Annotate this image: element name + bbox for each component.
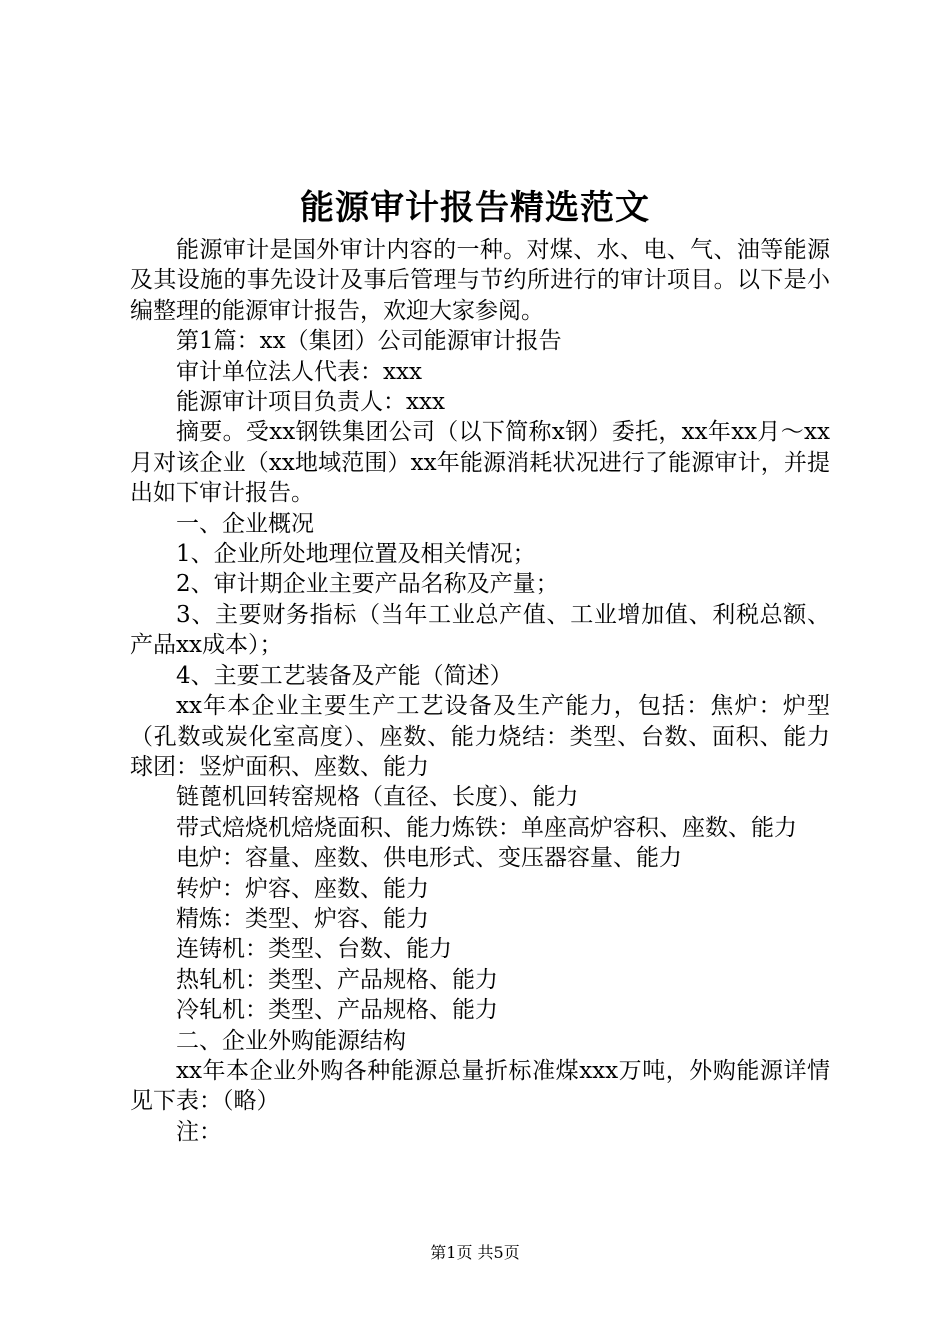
document-body — [130, 235, 830, 1147]
paragraph-equipment: 带式焙烧机焙烧面积、能力炼铁：单座高炉容积、座数、能力 — [176, 814, 797, 841]
paragraph-intro: 能源审计是国外审计内容的一种。对煤、水、电、气、油等能源及其设施的事先设计及事后管理与节约所进行的审计项目。以下是小编整理的能源审计报告，欢迎大家参阅。 — [130, 237, 830, 324]
paragraph-equipment: 精炼：类型、炉容、能力 — [176, 905, 429, 932]
paragraph-equipment: 连铸机：类型、台数、能力 — [176, 936, 452, 963]
paragraph-equipment: 链蓖机回转窑规格（直径、长度）、能力 — [176, 784, 579, 811]
section-heading-overview: 一、企业概况 — [176, 510, 314, 537]
paragraph-legal-rep: 审计单位法人代表：xxx — [176, 358, 422, 385]
paragraph-item: 3、主要财务指标（当年工业总产值、工业增加值、利税总额、产品xx成本）； — [130, 601, 830, 659]
document-title: 能源审计报告精选范文 — [300, 188, 650, 228]
section-heading-energy-structure: 二、企业外购能源结构 — [176, 1027, 406, 1054]
paragraph-part-heading: 第1篇：xx（集团）公司能源审计报告 — [176, 328, 562, 355]
paragraph-note: 注： — [176, 1118, 222, 1145]
paragraph-equipment: 热轧机：类型、产品规格、能力 — [176, 966, 498, 993]
paragraph-equipment: 转炉：炉容、座数、能力 — [176, 875, 429, 902]
paragraph-abstract: 摘要。受xx钢铁集团公司（以下简称x钢）委托，xx年xx月～xx月对该企业（xx地域范围）xx年能源消耗状况进行了能源审计，并提出如下审计报告。 — [130, 419, 830, 507]
paragraph-equipment: xx年本企业主要生产工艺设备及生产能力，包括：焦炉：炉型（孔数或炭化室高度）、座数、能力烧结：类型、台数、面积、能力球团：竖炉面积、座数、能力 — [130, 693, 830, 780]
paragraph-item: 4、主要工艺装备及产能（简述） — [176, 662, 513, 689]
paragraph-item: 2、审计期企业主要产品名称及产量； — [176, 571, 559, 598]
paragraph-equipment: 冷轧机：类型、产品规格、能力 — [176, 997, 498, 1024]
paragraph-energy-purchase: xx年本企业外购各种能源总量折标准煤xxx万吨，外购能源详情见下表：（略） — [130, 1057, 830, 1115]
paragraph-project-lead: 能源审计项目负责人：xxx — [176, 389, 445, 416]
paragraph-item: 1、企业所处地理位置及相关情况； — [176, 541, 536, 568]
page-footer: 第1页 共5页 — [430, 1243, 520, 1262]
paragraph-equipment: 电炉：容量、座数、供电形式、变压器容量、能力 — [176, 845, 682, 872]
